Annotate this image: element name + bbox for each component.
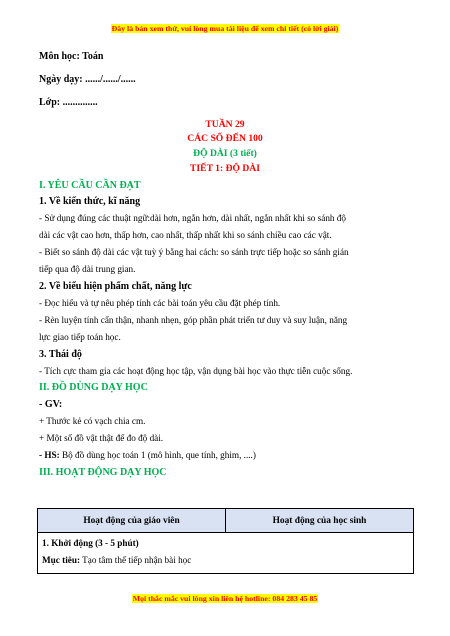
section-materials-title: II. ĐỒ DÙNG DẠY HỌC <box>39 382 148 393</box>
warmup-title: 1. Khởi động (3 - 5 phút) <box>42 538 139 548</box>
class-line: Lớp: .............. <box>39 97 98 108</box>
section-activities-title: III. HOẠT ĐỘNG DẠY HỌC <box>39 467 167 478</box>
preview-banner-text: Đây là bản xem thử, vui lòng mua tài liệu để xem chi tiết (có lời giải) <box>111 24 339 33</box>
paragraph-line: dài các vật cao hơn, thấp hơn, cao nhất, thấp nhất khi so sánh chiều cao các vật. <box>39 230 332 240</box>
student-materials-line <box>39 450 256 460</box>
topic-title: CÁC SỐ ĐẾN 100 <box>187 133 263 144</box>
lesson-group-title: ĐỘ DÀI (3 tiết) <box>193 148 257 159</box>
student-materials-label: - HS: <box>39 450 60 460</box>
activities-table <box>37 508 414 574</box>
teacher-material-item: + Một số đồ vật thật để đo độ dài. <box>39 433 164 443</box>
subsection-qualities: 2. Về biểu hiện phẩm chất, năng lực <box>39 281 192 292</box>
lesson-title: TIẾT 1: ĐỘ DÀI <box>190 163 260 174</box>
section-requirements-title: I. YÊU CẦU CẦN ĐẠT <box>39 180 141 191</box>
paragraph-line: - Sử dụng đúng các thuật ngữ:dài hơn, ngắn hơn, dài nhất, ngắn nhất khi so sánh độ <box>39 213 346 223</box>
goal-text: Tạo tâm thế tiếp nhận bài học <box>80 555 192 565</box>
warmup-row <box>38 533 414 574</box>
teacher-materials-label: - GV: <box>39 399 63 410</box>
hotline-footer <box>0 588 450 606</box>
date-line: Ngày dạy: ....../....../...... <box>39 74 136 85</box>
paragraph-line: tiếp qua độ dài trung gian. <box>39 264 136 274</box>
subsection-attitude: 3. Thái độ <box>39 349 82 360</box>
paragraph-line: - Tích cực tham gia các hoạt động học tập, vận dụng bài học vào thực tiễn cuộc sống. <box>39 366 353 376</box>
subject-line: Môn học: Toán <box>39 51 104 62</box>
teacher-material-item: + Thước kẻ có vạch chia cm. <box>39 416 146 426</box>
paragraph-line: - Đọc hiểu và tự nêu phép tính các bài toán yêu cầu đặt phép tính. <box>39 298 281 308</box>
hotline-footer-text: Mọi thắc mắc vui lòng xin liên hệ hotline: 084 283 45 85 <box>132 594 318 603</box>
subsection-knowledge: 1. Về kiến thức, kĩ năng <box>39 196 141 207</box>
preview-banner <box>0 18 450 36</box>
teacher-column-header: Hoạt động của giáo viên <box>38 509 226 533</box>
paragraph-line: - Biết so sánh độ dài các vật tuỳ ý bằng hai cách: so sánh trực tiếp hoặc so sánh gián <box>39 247 349 257</box>
week-title: TUẦN 29 <box>205 119 245 130</box>
goal-label: Mục tiêu: <box>42 555 81 565</box>
paragraph-line: - Rèn luyện tính cẩn thận, nhanh nhẹn, góp phần phát triển tư duy và suy luận, năng <box>39 315 348 325</box>
student-materials-text: Bộ đồ dùng học toán 1 (mô hình, que tính, ghim, ....) <box>59 450 256 460</box>
student-column-header: Hoạt động của học sinh <box>226 509 414 533</box>
paragraph-line: lực giao tiếp toán học. <box>39 332 121 342</box>
